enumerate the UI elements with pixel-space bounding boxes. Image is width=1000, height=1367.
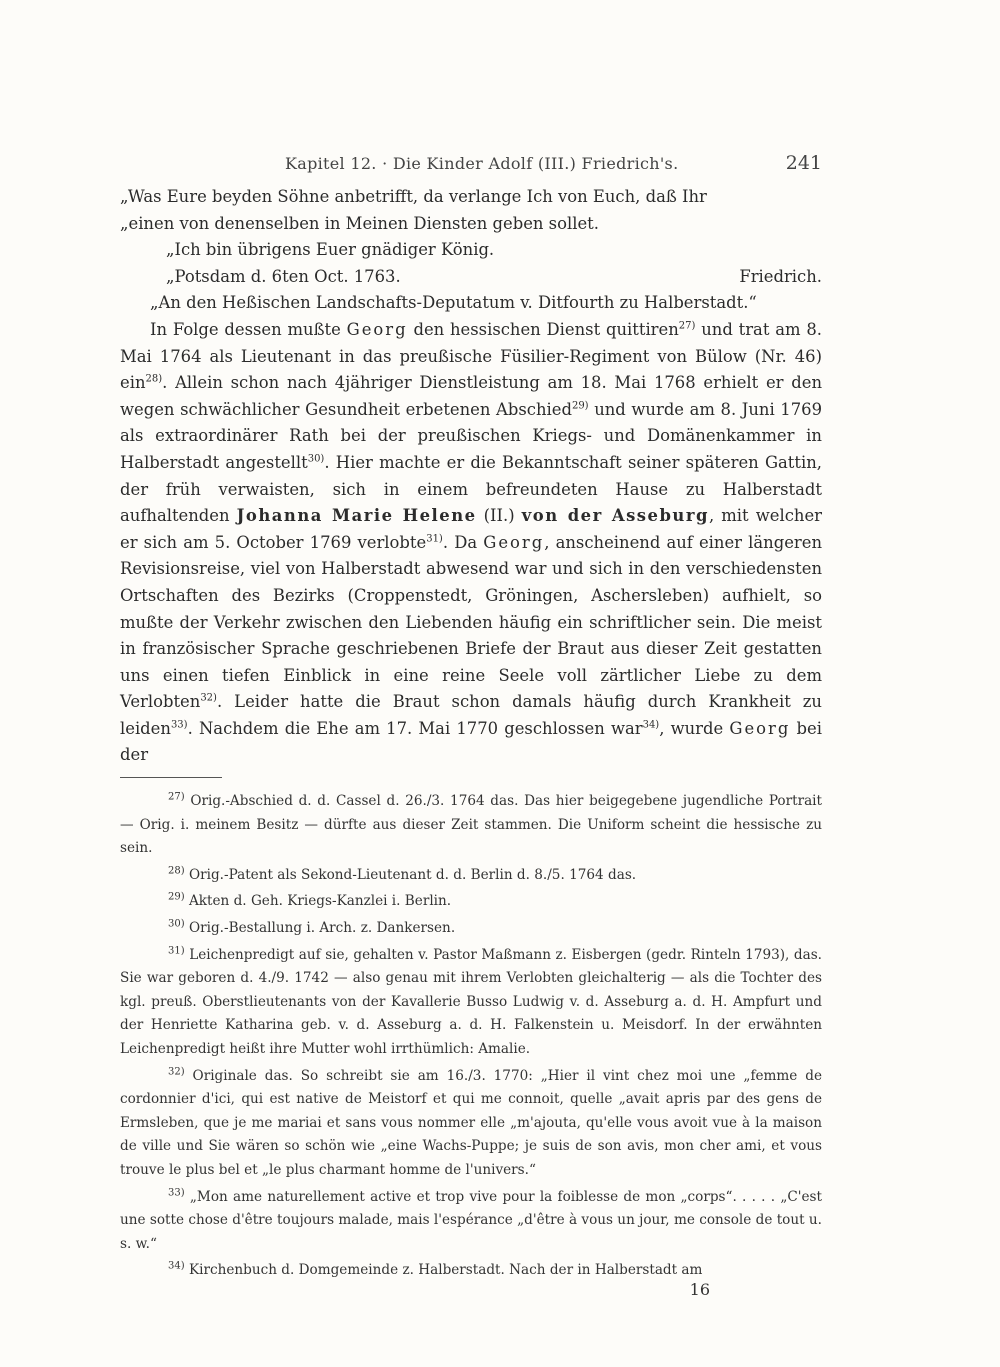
text-run: bei der <box>120 718 822 765</box>
text-run: (II.) <box>476 506 522 526</box>
footnote-text: Akten d. Geh. Kriegs-Kanzlei i. Berlin. <box>188 893 452 910</box>
body-paragraph <box>120 317 822 769</box>
footnote <box>120 1186 822 1257</box>
text-run: . Hier machte er die Bekanntschaft seiner späteren Gattin, der früh verwaisten, sich in einem befreundeten Hause zu Halberstadt aufhaltenden <box>120 452 822 526</box>
footnote-ref: 33) <box>170 719 188 731</box>
text-run: , wurde <box>659 718 730 738</box>
text-run: den hessischen Dienst quittiren <box>407 319 679 339</box>
letter-line: „einen von denenselben in Meinen Diensten geben sollet. <box>120 213 599 233</box>
person-name-bold: Johanna Marie Helene <box>236 506 477 526</box>
page <box>120 150 822 1299</box>
footnote-mark: 31) <box>168 945 185 957</box>
footnote-ref: 31) <box>426 533 443 545</box>
letter-line: „Ich bin übrigens Euer gnädiger König. <box>166 240 495 260</box>
footnote <box>120 1065 822 1183</box>
footnote-mark: 27) <box>168 791 185 803</box>
text-run: . Nachdem die Ehe am 17. Mai 1770 geschlossen war <box>187 718 643 738</box>
footnotes <box>120 790 822 1283</box>
footnote-ref: 34) <box>642 719 660 731</box>
text-run: In Folge dessen mußte <box>150 319 347 339</box>
footnote <box>120 917 822 941</box>
footnote-mark: 33) <box>168 1187 185 1199</box>
footnote-mark: 30) <box>168 918 185 930</box>
footnote <box>120 790 822 861</box>
letter-closing <box>120 264 822 291</box>
footnote-mark: 32) <box>168 1066 185 1078</box>
footnote-text: Leichenpredigt auf sie, gehalten v. Pastor Maßmann z. Eisbergen (gedr. Rinteln 1793), das. Sie war geboren d. 4./9. 1742 — also genau mit ihrem Verlobten gleichalterig — als die Tochter des kgl. preuß. Oberstlieutenants von der Kavallerie Busso Ludwig v. d. Asseburg a. d. H. Ampfurt und der Henriette Katharina geb. v. d. Asseburg a. d. H. Falkenstein u. Meisdorf. In der erwähnten Leichenpredigt heißt ihre Mutter wohl irrthümlich: Amalie. <box>120 946 823 1057</box>
text-run: , anscheinend auf einer längeren Revisionsreise, viel von Halberstadt abwesend war und sich in den verschiedensten Ortschaften des Bezirks (Croppenstedt, Gröningen, Aschersleben) aufhielt, so mußte der Verkehr zwischen den Liebenden häufig ein schriftlicher sein. Die meist in französischer Sprache geschriebenen Briefe der Braut aus dieser Zeit gestatten uns einen tiefen Einblick in eine reine Seele voll zärtlicher Liebe zu dem Verlobten <box>120 532 823 712</box>
footnote-mark: 29) <box>168 891 185 903</box>
footnote-mark: 28) <box>168 865 185 877</box>
footnote <box>120 864 822 888</box>
footnote-mark: 34) <box>168 1260 185 1272</box>
person-name: Georg <box>729 718 791 738</box>
letter-place-date: „Potsdam d. 6ten Oct. 1763. <box>166 266 401 286</box>
footnote-ref: 30) <box>307 453 325 465</box>
text-run: und trat am 8. Mai 1764 als Lieutenant in das preußische Füsilier-Regiment von Bülow (Nr. 46) ein <box>120 319 822 393</box>
text-run: und wurde am 8. Juni 1769 als extraordinärer Rath bei der preußischen Kriegs- und Domänenkammer in Halberstadt angestellt <box>120 399 822 472</box>
footnote-text: „Mon ame naturellement active et trop vive pour la foiblesse de mon „corps“. . . . . „C'est une sotte chose d'être toujours malade, mais l'espérance „d'être à vous un jour, me console de tout u. s. w.“ <box>120 1188 822 1252</box>
person-name-bold: von der Asseburg <box>521 506 709 526</box>
letter-signature: Friedrich. <box>739 266 822 286</box>
person-name: Georg <box>346 319 408 339</box>
footnote-ref: 29) <box>571 400 589 412</box>
footnote <box>120 944 822 1062</box>
page-number: 241 <box>785 152 822 174</box>
running-title: Kapitel 12. · Die Kinder Adolf (III.) Friedrich's. <box>285 154 679 173</box>
text-run: . Allein schon nach 4jähriger Dienstleistung am 18. Mai 1768 erhielt er den wegen schwächlicher Gesundheit erbetenen Abschied <box>120 373 822 419</box>
footnote <box>120 890 822 914</box>
signature-mark: 16 <box>689 1279 710 1299</box>
footnote-ref: 27) <box>678 320 696 332</box>
footnote-ref: 28) <box>145 373 163 385</box>
footnote-text: Orig.-Abschied d. d. Cassel d. 26./3. 1764 das. Das hier beigegebene jugendliche Portrait — Orig. i. meinem Besitz — dürfte aus dieser Zeit stammen. Die Uniform scheint die hessische zu sein. <box>120 793 822 857</box>
text-run: , mit welcher er sich am 5. October 1769 verlobte <box>120 506 822 552</box>
footnote-text: Orig.-Patent als Sekond-Lieutenant d. d. Berlin d. 8./5. 1764 das. <box>188 866 637 883</box>
footnote-divider <box>120 777 222 778</box>
person-name: Georg <box>483 532 545 552</box>
footnote-text: Kirchenbuch d. Domgemeinde z. Halberstadt. Nach der in Halberstadt am <box>188 1262 703 1279</box>
running-header <box>120 150 822 184</box>
text-run: . Da <box>442 532 484 552</box>
main-text <box>120 184 822 769</box>
text-run: . Leider hatte die Braut schon damals häufig durch Krankheit zu leiden <box>120 692 822 738</box>
footnote-text: Orig.-Bestallung i. Arch. z. Dankersen. <box>188 920 456 937</box>
footnote-ref: 32) <box>200 692 217 704</box>
footnote-text: Originale das. So schreibt sie am 16./3. 1770: „Hier il vint chez moi une „femme de cordonnier d'ici, qui est native de Meistorf et qui me connoit, quelle „avait apris par des gens de Ermsleben, que je me mariai et sans vous nommer elle „m'ajouta, qu'elle vous avoit vue à la maison de ville und Sie wären so schön wie „eine Wachs-Puppe; je suis de son avis, mon cher ami, et vous trouve le plus bel et „le plus charmant homme de l'univers.“ <box>120 1067 822 1178</box>
letter-line: „Was Eure beyden Söhne anbetrifft, da verlange Ich von Euch, daß Ihr <box>120 187 707 206</box>
letter-address: „An den Heßischen Landschafts-Deputatum v. Ditfourth zu Halberstadt.“ <box>150 293 757 313</box>
